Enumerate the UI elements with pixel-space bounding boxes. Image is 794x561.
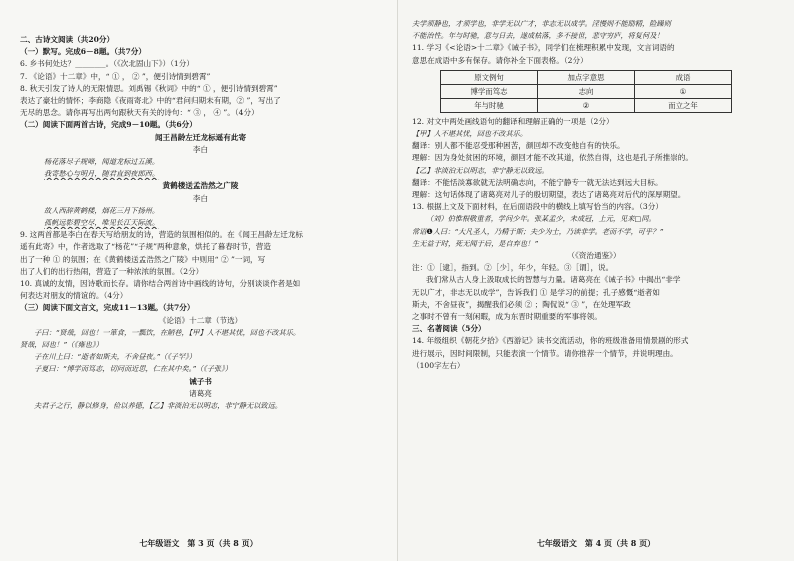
text-line: 孤帆远影碧空尽，唯见长江天际流。 (44, 218, 160, 228)
table-header-cell: 成语 (635, 70, 732, 84)
text-line: 《论语》十二章（节选） (158, 315, 243, 325)
text-line: 诸葛亮 (189, 388, 212, 398)
table-header-cell: 加点字意思 (538, 70, 635, 84)
page-3-content (20, 34, 381, 412)
text-line: 二、古诗文阅读（共20分） (20, 35, 115, 44)
text-line: 子夏曰：“博学而笃志，切问而近思，仁在其中矣。”（《子张》） (34, 364, 232, 374)
text-line: 子在川上曰：“逝者如斯夫，不舍昼夜。”（《子罕》） (34, 352, 196, 362)
text-line: 出了人们的出行热闹，营造了一种浓浓的氛围。（2分） (20, 266, 204, 276)
text-line: 子曰：“贤哉，回也！一箪食，一瓢饮，在陋巷，【甲】人不堪其忧，回也不改其乐。 (34, 327, 301, 337)
exam-page-4 (397, 0, 794, 561)
text-line: 何表达对朋友的情谊的。（4分） (20, 291, 128, 301)
text-line: 杨花落尽子规啼，闻道龙标过五溪。 (44, 157, 160, 167)
text-line: 之事时不曾有一刻闲暇，成为东晋时期重要的军事将领。 (412, 312, 602, 322)
table-cell: 志向 (538, 84, 635, 98)
table-cell: ① (635, 84, 732, 98)
table-row (441, 84, 732, 98)
text-line: 11. 学习《<论语>十二章》《诫子书》，同学们在梳理积累中发现，文言词语的 (412, 43, 675, 53)
text-line: 进行展示，因时间限制，只能表演一个情节。请你推荐一个情节，并说明理由。 (412, 348, 678, 358)
text-line: （一）默写。完成6－8题。（共7分） (20, 47, 146, 57)
text-line: （《资治通鉴》） (567, 251, 621, 261)
page-4-content-bottom (412, 116, 776, 372)
text-line: 故人西辞黄鹤楼，烟花三月下扬州。 (44, 205, 160, 215)
text-line: 出了一种 ① 的氛围；在《黄鹤楼送孟浩然之广陵》中则用“ ② ”一词，写 (20, 254, 266, 264)
text-line: （三）阅读下面文言文，完成11－13题。（共7分） (20, 303, 195, 313)
text-line: 10. 真诚的友情，因诗歌而长存。请你结合两首诗中画线的诗句，分别谈谈作者是如 (20, 279, 301, 289)
idiom-table (440, 70, 732, 113)
text-line: 【乙】非淡泊无以明志，非宁静无以致远。 (412, 165, 549, 175)
text-line: 理解：因为身处贫困的环境，颜回才能不改其道，依然自得，这也是孔子所推崇的。 (412, 153, 693, 163)
text-line: 贤哉，回也！”（《雍也》） (20, 340, 103, 350)
text-line: （100字左右） (412, 360, 465, 370)
text-line: 李白 (192, 144, 209, 154)
text-line: 翻译：别人都不能忍受那种困苦，颜回却不改变他自有的快乐。 (412, 141, 625, 151)
text-line: 我们常从古人身上汲取成长的智慧与力量。诸葛亮在《诫子书》中揭出“非学 (426, 275, 681, 285)
text-line: 表达了豪壮的情怀；李商隐《夜雨寄北》中的“君问归期未有期，② ”，写出了 (20, 96, 281, 106)
page-4-content-top (412, 18, 776, 67)
page-3-footer: 七年级语文 第 3 页（共 8 页） (139, 538, 258, 548)
text-line: 【甲】人不堪其忧，回也不改其乐。 (412, 129, 528, 139)
text-line: 常语❶人曰：“大凡圣人，乃精于斯；夫少为士，乃读非学。老而不学，可乎？” (412, 226, 664, 236)
table-cell: 博学而笃志 (441, 84, 538, 98)
text-line: 遥有此寄》中，作者选取了“杨花”“子规”两种意象，烘托了暮春时节，营造 (20, 242, 271, 252)
text-line: 不能治性。年与时驰，意与日去，遂成枯落，多不接世，悲守穷庐，将复何及！ (412, 31, 664, 41)
text-line: 夫君子之行，静以修身，俭以养德，【乙】非淡泊无以明志，非宁静无以致远。 (34, 401, 282, 411)
table-cell: ② (538, 98, 635, 112)
text-line: 翻译：不能恬淡寡欲就无法明确志向，不能宁静专一就无法达到远大目标。 (412, 177, 663, 187)
table-row (441, 98, 732, 112)
table-cell: 而立之年 (635, 98, 732, 112)
page-4-footer: 七年级语文 第 4 页（共 8 页） (536, 538, 656, 548)
text-line: （二）阅读下面两首古诗，完成9－10题。（共6分） (20, 120, 197, 130)
text-line: 无尽的思念。请你再写出两句跟秋天有关的诗句：“ ③ ， ④ ”。（4分） (20, 108, 259, 118)
text-line: 我寄愁心与明月，随君直到夜郎西。 (44, 169, 160, 179)
text-line: 黄鹤楼送孟浩然之广陵 (162, 181, 239, 191)
idiom-table-header (441, 70, 732, 84)
table-cell: 年与时驰 (441, 98, 538, 112)
text-line: 三、名著阅读（5分） (412, 324, 486, 334)
text-line: 意思在成语中多有保存。请你补全下面表格。（2分） (412, 55, 588, 65)
text-line: 斯夫，不舍昼夜”，揭醒我们必须 ② ；陶侃说“ ③ ”，在处理军政 (412, 299, 631, 309)
text-line: 7. 《论语》十二章》中，“ ① ， ② ”，便引诗情到碧霄” (20, 71, 211, 81)
text-line: 闻王昌龄左迁龙标遥有此寄 (154, 132, 247, 142)
table-header-cell: 原文例句 (441, 70, 538, 84)
text-line: 14. 年级组织《朝花夕拾》《西游记》读书交流活动，你的班级准备用情景剧的形式 (412, 336, 689, 346)
text-line: 13. 根据上文及下面材料，在后面语段中的横线上填写恰当的内容。（3分） (412, 202, 663, 212)
text-line: （刘）伯惟根敬重者，学问少年。张某孟少，未成冠，上元，见来□同。 (426, 214, 656, 224)
text-line: 李白 (192, 193, 209, 203)
text-line: 生无益于时，死无闻于后，是自弃也！” (412, 238, 538, 248)
text-line: 12. 对文中两处画线语句的翻译和理解正确的一项是（2分） (412, 116, 614, 126)
text-line: 6. 乡书何处达？________。（《次北固山下》）（1分） (20, 59, 194, 69)
text-line: 9. 这两首都是李白在春天写给朋友的诗，营造的氛围相似的。在《闻王昌龄左迁龙标 (20, 230, 304, 240)
text-line: 诫子书 (189, 376, 212, 386)
text-line: 理解：这句话体现了诸葛亮对儿子的殷切期望，表达了诸葛亮对后代的深厚期望。 (412, 190, 686, 200)
text-line: 注：①［逮］，指到。②［少］，年少，年轻。③［谓］，说。 (412, 263, 614, 273)
text-line: 无以广才，非志无以成学”，告诉我们 ① 是学习的前提；孔子感慨“逝者如 (412, 287, 660, 297)
text-line: 8. 秋天引发了诗人的无限情思。刘禹锡《秋词》中的“ ① ，便引诗情到碧霄” (20, 83, 278, 93)
text-line: 夫学须静也，才须学也，非学无以广才，非志无以成学。淫慢则不能励精，险躁则 (412, 19, 671, 28)
